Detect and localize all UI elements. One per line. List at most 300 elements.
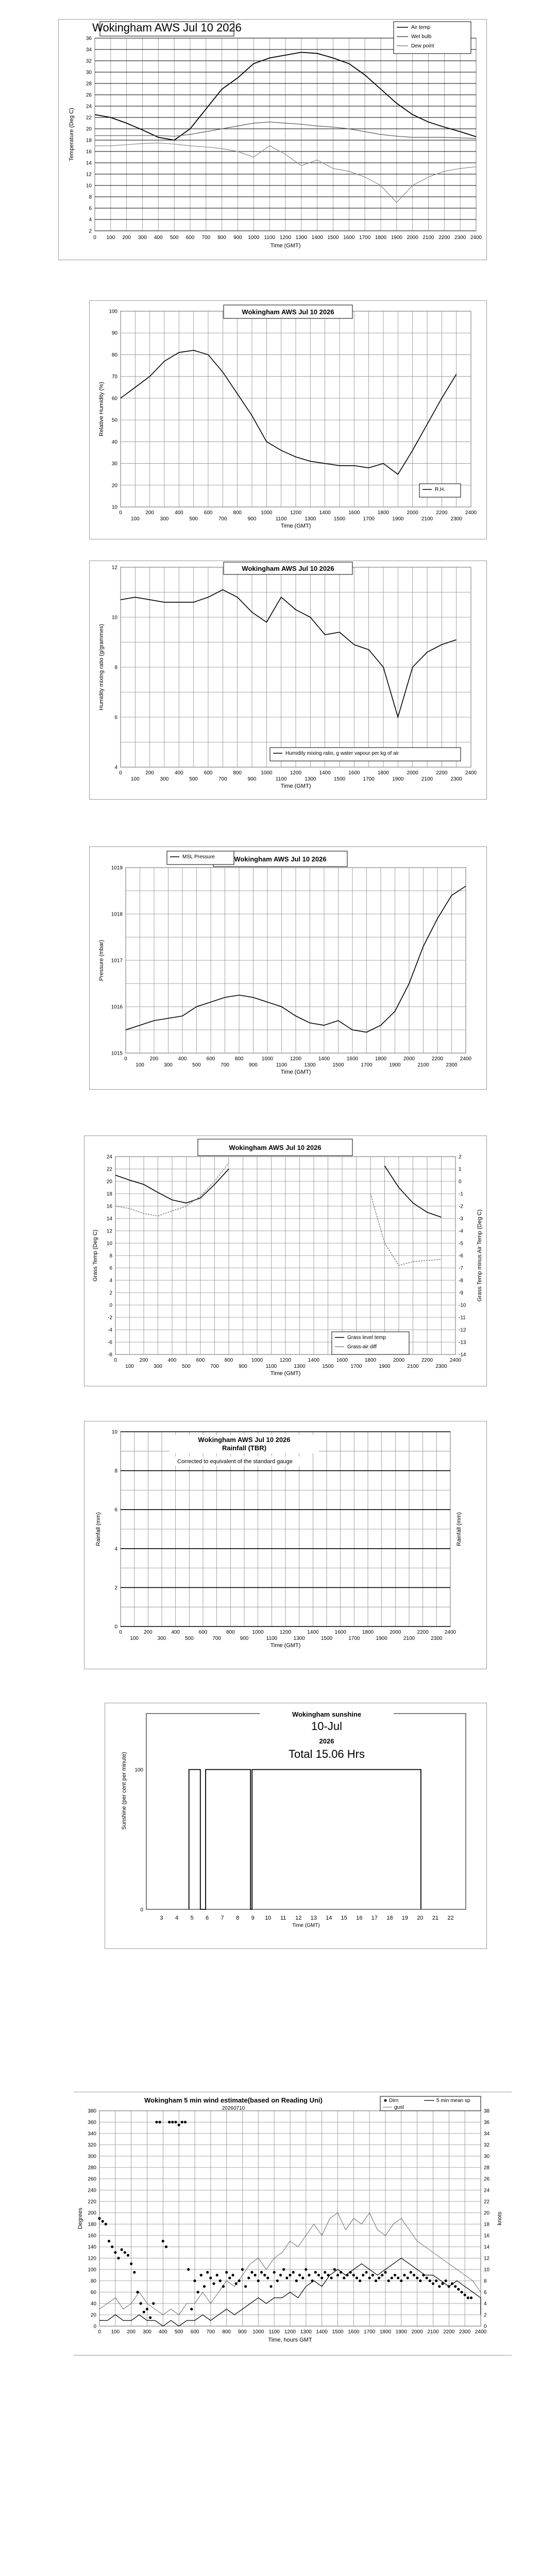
x-tick-label: 1200: [290, 1056, 302, 1062]
x-tick-label: 800: [233, 510, 242, 516]
x-tick-label: 2200: [417, 1630, 429, 1635]
direction-point: [362, 2274, 364, 2276]
legend-label: 5 min mean sp: [436, 2098, 470, 2104]
direction-point: [416, 2277, 418, 2279]
x-tick-label: 16: [356, 1915, 363, 1921]
y-tick-label: 240: [88, 2188, 96, 2194]
x-tick-label: 2200: [431, 1056, 444, 1062]
direction-point: [146, 2308, 148, 2310]
x-tick-label: 400: [167, 1358, 177, 1363]
direction-point: [394, 2274, 396, 2276]
x-tick-label: 1100: [266, 1636, 278, 1641]
x-tick-label: 600: [196, 1358, 205, 1363]
direction-point: [387, 2279, 390, 2282]
y-tick-label: 18: [106, 1191, 112, 1197]
chart-title: Wokingham AWS Jul 10 2026: [234, 855, 327, 863]
y-axis-label: Grass Temp (Deg C): [92, 1229, 98, 1282]
direction-point: [438, 2285, 441, 2287]
x-tick-label: 2100: [421, 776, 433, 782]
x-tick-label: 900: [247, 516, 257, 522]
x-tick-label: 1500: [333, 776, 346, 782]
x-tick-label: 200: [145, 770, 155, 776]
legend-label: MSL Pressure: [182, 854, 215, 860]
x-tick-label: 1600: [343, 235, 355, 241]
direction-point: [375, 2279, 377, 2282]
x-tick-label: 700: [212, 1636, 222, 1641]
legend-label: Humidity mixing ratio, g water vapour per kg of air: [285, 751, 399, 756]
x-tick-label: 1300: [293, 1636, 305, 1641]
y-tick-label: 100: [134, 1767, 143, 1773]
direction-point: [209, 2277, 212, 2279]
direction-point: [133, 2271, 136, 2274]
direction-point: [206, 2271, 209, 2274]
y-tick-label: 34: [484, 2131, 490, 2137]
y-tick-label: 14: [106, 1216, 112, 1222]
x-tick-label: 1600: [348, 510, 360, 516]
direction-point: [238, 2279, 241, 2282]
x-tick-label: 800: [233, 770, 242, 776]
direction-point: [254, 2274, 257, 2276]
direction-point: [187, 2268, 190, 2270]
y-tick-label: 80: [111, 352, 117, 358]
direction-point: [159, 2121, 161, 2123]
x-tick-label: 1800: [362, 1630, 374, 1635]
y-tick-label: 2: [89, 228, 92, 234]
x-tick-label: 300: [164, 1062, 173, 1068]
y-tick-label: 6: [114, 1507, 117, 1513]
x-tick-label: 800: [226, 1630, 235, 1635]
chart-date: 10-Jul: [311, 1720, 342, 1733]
x-tick-label: 1400: [311, 235, 323, 241]
direction-point: [228, 2277, 231, 2279]
y-tick-label: 2: [459, 1154, 462, 1160]
x-tick-label: 300: [160, 776, 169, 782]
y-tick-label: 200: [88, 2210, 96, 2216]
x-tick-label: 1400: [319, 510, 331, 516]
direction-point: [108, 2240, 110, 2242]
y-axis-label-right: Rainfall (mm): [456, 1512, 462, 1546]
direction-point: [273, 2271, 276, 2274]
x-tick-label: 2300: [459, 2329, 471, 2335]
x-tick-label: 100: [130, 516, 140, 522]
direction-point: [143, 2311, 145, 2313]
direction-point: [371, 2274, 374, 2276]
direction-point: [184, 2121, 187, 2123]
y-tick-label: 100: [109, 309, 117, 315]
x-tick-label: 300: [138, 235, 147, 241]
y-tick-label: 8: [114, 665, 117, 671]
direction-point: [352, 2274, 355, 2276]
chart-annotation: Corrected to equivalent of the standard gauge: [177, 1459, 293, 1465]
x-tick-label: 2000: [407, 770, 418, 776]
x-tick-label: 1900: [379, 1364, 391, 1369]
x-tick-label: 100: [111, 2329, 120, 2335]
x-axis-label: Time (GMT): [270, 243, 301, 249]
x-tick-label: 1700: [348, 1636, 360, 1641]
x-tick-label: 1200: [279, 1358, 292, 1363]
grass-temp-chart-panel: [84, 1136, 487, 1386]
x-tick-label: 0: [119, 770, 122, 776]
x-tick-label: 0: [124, 1056, 127, 1062]
y-tick-label: 0: [109, 1302, 112, 1309]
y-tick-label: 1015: [111, 1050, 123, 1057]
x-axis-label: Time (GMT): [280, 523, 311, 529]
direction-point: [460, 2291, 463, 2293]
x-tick-label: 1300: [305, 516, 316, 522]
x-tick-label: 900: [239, 1364, 247, 1369]
x-tick-label: 1500: [333, 516, 346, 522]
direction-point: [426, 2277, 428, 2279]
direction-point: [212, 2282, 215, 2285]
direction-point: [165, 2245, 167, 2248]
y-tick-label: 20: [90, 2312, 96, 2318]
x-tick-label: 2200: [443, 2329, 455, 2335]
direction-point: [244, 2285, 247, 2287]
y-tick-label: 22: [106, 1166, 112, 1173]
y-tick-label: 32: [86, 58, 92, 64]
direction-point: [391, 2277, 393, 2279]
x-tick-label: 500: [189, 776, 198, 782]
y-tick-label: 28: [484, 2165, 490, 2171]
direction-point: [174, 2121, 177, 2123]
x-tick-label: 1800: [379, 2329, 392, 2335]
y-tick-label: 10: [111, 615, 117, 621]
x-tick-label: 0: [119, 510, 122, 516]
direction-point: [314, 2271, 317, 2274]
x-tick-label: 15: [341, 1915, 347, 1921]
chart-title: Wokingham 5 min wind estimate(based on Reading Uni): [144, 2096, 323, 2104]
direction-point: [445, 2279, 447, 2282]
x-tick-label: 1500: [327, 235, 339, 241]
x-tick-label: 2100: [421, 516, 433, 522]
x-tick-label: 200: [139, 1358, 148, 1363]
y-tick-label: 50: [111, 417, 117, 423]
y-tick-label: 8: [114, 1468, 117, 1475]
y-tick-label: -8: [459, 1278, 463, 1284]
x-tick-label: 2300: [450, 776, 462, 782]
y-axis-label: Rainfall (mm): [95, 1512, 102, 1546]
y-tick-label: 380: [88, 2108, 96, 2114]
x-tick-label: 1900: [395, 2329, 407, 2335]
x-tick-label: 17: [371, 1915, 378, 1921]
x-tick-label: 1100: [265, 1364, 277, 1369]
x-tick-label: 600: [190, 2329, 199, 2335]
direction-point: [365, 2271, 367, 2274]
y-tick-label: -14: [459, 1352, 466, 1358]
x-tick-label: 2200: [436, 770, 448, 776]
x-tick-label: 1800: [377, 510, 390, 516]
x-tick-label: 1100: [276, 1062, 288, 1068]
x-tick-label: 1200: [279, 1630, 292, 1635]
x-tick-label: 900: [247, 776, 257, 782]
direction-point: [308, 2274, 310, 2276]
x-tick-label: 2000: [411, 2329, 423, 2335]
x-tick-label: 200: [143, 1630, 153, 1635]
x-tick-label: 1600: [348, 770, 360, 776]
x-tick-label: 0: [93, 235, 96, 241]
x-tick-label: 700: [206, 2329, 215, 2335]
direction-point: [340, 2271, 342, 2274]
x-tick-label: 2000: [390, 1630, 401, 1635]
y-tick-label: -2: [459, 1204, 463, 1210]
direction-point: [282, 2268, 285, 2270]
direction-point: [422, 2274, 425, 2276]
direction-point: [102, 2220, 104, 2223]
direction-point: [235, 2282, 238, 2285]
grass-temp-chart: [84, 1136, 486, 1386]
x-tick-label: 500: [182, 1364, 191, 1369]
x-tick-label: 600: [185, 235, 195, 241]
legend-label: Air temp: [411, 25, 431, 30]
direction-point: [317, 2274, 320, 2276]
y-tick-label: 10: [484, 2267, 490, 2273]
x-tick-label: 900: [238, 2329, 247, 2335]
y-tick-label: 4: [114, 1546, 117, 1552]
y-axis-label: Relative Humidity (%): [98, 382, 105, 436]
direction-point: [451, 2282, 453, 2285]
x-tick-label: 2000: [403, 1056, 415, 1062]
x-axis-label: Time (GMT): [270, 1370, 301, 1377]
x-tick-label: 600: [204, 510, 213, 516]
direction-point: [324, 2271, 326, 2274]
x-tick-label: 2200: [421, 1358, 433, 1363]
x-tick-label: 1200: [284, 2329, 296, 2335]
x-tick-label: 700: [210, 1364, 219, 1369]
x-tick-label: 0: [98, 2329, 101, 2335]
y-tick-label: 24: [106, 1154, 112, 1160]
y-axis-label: Sunshine (per cent per minute): [121, 1752, 127, 1830]
y-tick-label: 1018: [111, 911, 123, 918]
y-axis-label: Humidity mixing ratio (g/grammes): [98, 624, 105, 710]
y-tick-label: 20: [106, 1179, 112, 1185]
mixing-ratio-chart-panel: [89, 561, 487, 800]
y-axis-label-right: knots: [497, 2211, 503, 2226]
direction-point: [397, 2277, 399, 2279]
y-axis-label-right: Grass Temp minus Air Temp (Deg C): [477, 1209, 483, 1302]
x-tick-label: 400: [174, 510, 183, 516]
x-tick-label: 1700: [364, 2329, 376, 2335]
y-tick-label: 24: [484, 2188, 490, 2194]
sunshine-chart-panel: [105, 1703, 487, 1949]
pressure-chart-panel: [89, 846, 487, 1090]
x-tick-label: 4: [175, 1915, 179, 1921]
x-tick-label: 1300: [294, 1364, 306, 1369]
x-tick-label: 1000: [248, 235, 260, 241]
x-tick-label: 900: [249, 1062, 258, 1068]
direction-point: [117, 2257, 120, 2259]
x-tick-label: 500: [184, 1636, 194, 1641]
x-tick-label: 0: [119, 1630, 122, 1635]
direction-point: [130, 2262, 132, 2265]
x-tick-label: 1600: [346, 1056, 359, 1062]
direction-point: [276, 2279, 279, 2282]
legend-label: Grass-air diff: [347, 1344, 377, 1350]
x-tick-label: 2100: [417, 1062, 429, 1068]
y-tick-label: -4: [459, 1228, 463, 1234]
chart-title: Wokingham AWS Jul 10 2026: [229, 1144, 322, 1151]
rainfall-chart: [84, 1421, 486, 1669]
mixing-ratio-chart: [90, 561, 486, 799]
x-tick-label: 1000: [261, 510, 273, 516]
x-tick-label: 300: [143, 2329, 151, 2335]
direction-point: [216, 2274, 218, 2276]
x-tick-label: 2300: [446, 1062, 458, 1068]
direction-point: [343, 2277, 345, 2279]
x-tick-label: 500: [170, 235, 179, 241]
rainfall-chart-panel: [84, 1421, 487, 1669]
direction-point: [359, 2279, 361, 2282]
direction-point: [410, 2271, 412, 2274]
x-tick-label: 2100: [422, 235, 434, 241]
y-tick-label: -13: [459, 1340, 466, 1346]
y-tick-label: 70: [111, 374, 117, 380]
y-tick-label: 160: [88, 2233, 96, 2239]
x-tick-label: 1400: [318, 1056, 330, 1062]
x-tick-label: 1200: [290, 770, 302, 776]
x-tick-label: 6: [206, 1915, 209, 1921]
y-tick-label: -12: [459, 1327, 466, 1333]
legend-label: Grass level temp: [347, 1335, 386, 1341]
x-tick-label: 10: [265, 1915, 272, 1921]
direction-point: [140, 2302, 142, 2304]
direction-point: [435, 2279, 437, 2282]
direction-point: [178, 2124, 180, 2126]
x-tick-label: 2100: [403, 1636, 415, 1641]
x-axis-label: Time (GMT): [280, 783, 311, 789]
x-tick-label: 9: [251, 1915, 255, 1921]
x-tick-label: 1600: [348, 2329, 360, 2335]
x-tick-label: 500: [189, 516, 198, 522]
direction-point: [263, 2274, 266, 2276]
direction-point: [381, 2274, 383, 2276]
direction-point: [111, 2245, 113, 2248]
temperature-chart: [59, 20, 486, 260]
y-tick-label: 0: [114, 1624, 117, 1630]
direction-point: [301, 2277, 304, 2279]
x-tick-label: 2400: [475, 2329, 487, 2335]
direction-point: [441, 2282, 444, 2285]
direction-point: [149, 2316, 151, 2319]
x-tick-label: 500: [192, 1062, 201, 1068]
x-tick-label: 5: [190, 1915, 194, 1921]
y-tick-label: 20: [484, 2210, 490, 2216]
x-tick-label: 900: [240, 1636, 249, 1641]
x-tick-label: 2400: [444, 1630, 457, 1635]
x-tick-label: 2400: [465, 510, 477, 516]
y-tick-label: 2: [114, 1585, 117, 1591]
y-tick-label: 60: [111, 396, 117, 402]
y-tick-label: 28: [86, 81, 92, 87]
x-tick-label: 3: [160, 1915, 163, 1921]
x-tick-label: 1300: [300, 2329, 312, 2335]
x-axis-label: Time, hours GMT: [268, 2337, 312, 2343]
x-tick-label: 100: [125, 1364, 134, 1369]
y-tick-label: 30: [111, 461, 117, 467]
direction-point: [155, 2121, 158, 2123]
x-tick-label: 400: [178, 1056, 187, 1062]
x-tick-label: 400: [171, 1630, 180, 1635]
y-tick-label: 12: [111, 565, 117, 571]
y-tick-label: 10: [86, 183, 92, 189]
x-axis-label: Time (GMT): [292, 1923, 320, 1928]
x-tick-label: 1900: [392, 516, 404, 522]
y-tick-label: 6: [484, 2290, 487, 2296]
x-tick-label: 400: [158, 2329, 167, 2335]
chart-subtitle: Rainfall (TBR): [222, 1444, 266, 1452]
x-tick-label: 22: [447, 1915, 454, 1921]
x-tick-label: 2000: [407, 235, 418, 241]
direction-point: [219, 2279, 222, 2282]
y-tick-label: 16: [484, 2233, 490, 2239]
x-tick-label: 1300: [304, 1062, 316, 1068]
x-tick-label: 1400: [316, 2329, 328, 2335]
direction-point: [225, 2271, 228, 2274]
legend-label: Dirn: [389, 2098, 399, 2104]
y-axis-label: Degrees: [77, 2208, 83, 2229]
y-tick-label: 26: [86, 92, 92, 98]
direction-point: [413, 2274, 415, 2276]
x-tick-label: 0: [114, 1358, 117, 1363]
direction-point: [368, 2277, 371, 2279]
x-tick-label: 2200: [436, 510, 448, 516]
y-tick-label: 26: [484, 2176, 490, 2182]
x-tick-label: 2100: [427, 2329, 439, 2335]
x-tick-label: 600: [204, 770, 213, 776]
y-tick-label: 22: [86, 115, 92, 121]
x-tick-label: 600: [198, 1630, 208, 1635]
y-tick-label: -5: [459, 1241, 463, 1247]
legend-label: R.H.: [435, 487, 445, 493]
chart-total: Total 15.06 Hrs: [289, 1748, 365, 1760]
x-tick-label: 1000: [261, 770, 273, 776]
y-tick-label: 24: [86, 104, 92, 110]
humidity-chart: [90, 301, 486, 539]
legend-swatch: [384, 2099, 387, 2102]
x-tick-label: 13: [310, 1915, 317, 1921]
x-tick-label: 900: [233, 235, 242, 241]
x-tick-label: 800: [224, 1358, 233, 1363]
y-tick-label: 38: [484, 2108, 490, 2114]
chart-title: Wokingham AWS Jul 10 2026: [198, 1436, 291, 1444]
y-tick-label: 30: [484, 2154, 490, 2160]
x-tick-label: 2200: [438, 235, 450, 241]
x-tick-label: 1400: [308, 1358, 320, 1363]
x-tick-label: 18: [386, 1915, 393, 1921]
x-tick-label: 1500: [322, 1364, 334, 1369]
y-tick-label: 6: [114, 715, 117, 721]
y-tick-label: 8: [89, 194, 92, 200]
direction-point: [378, 2277, 380, 2279]
x-tick-label: 100: [130, 776, 140, 782]
y-tick-label: 0: [459, 1179, 462, 1185]
wind-chart: [74, 2092, 512, 2355]
direction-point: [349, 2271, 352, 2274]
wind-chart-panel: [74, 2092, 512, 2355]
y-tick-label: -11: [459, 1315, 466, 1321]
x-axis-label: Time (GMT): [270, 1642, 301, 1649]
legend-label: Wet bulb: [411, 34, 432, 40]
direction-point: [419, 2279, 421, 2282]
y-tick-label: 0: [93, 2324, 96, 2330]
y-tick-label: 30: [86, 70, 92, 76]
x-tick-label: 1100: [275, 776, 287, 782]
x-tick-label: 1000: [261, 1056, 274, 1062]
chart-subtitle: 20260710: [222, 2106, 245, 2111]
direction-point: [222, 2285, 225, 2287]
chart-title: Wokingham AWS Jul 10 2026: [92, 21, 242, 34]
x-tick-label: 1000: [251, 1358, 263, 1363]
temperature-chart-panel: [58, 19, 487, 260]
